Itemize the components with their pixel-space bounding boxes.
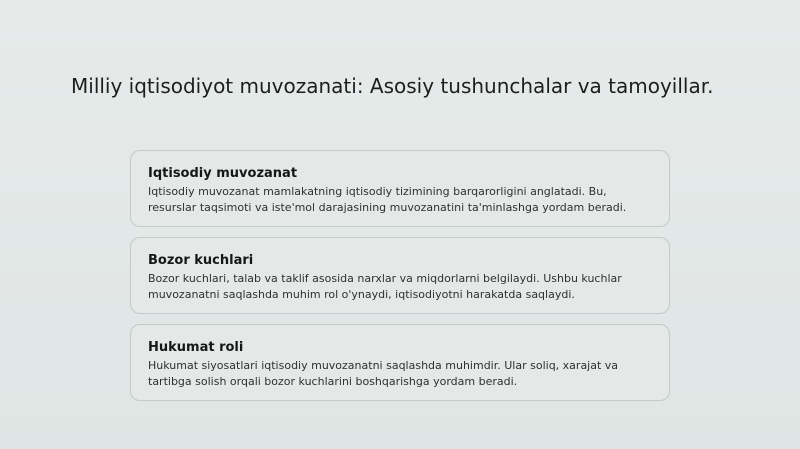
card-text: Hukumat siyosatlari iqtisodiy muvozanatni saqlashda muhimdir. Ular soliq, xarajat va tartibga solish orqali bozor kuchlarini boshqarishga yordam beradi. — [148, 359, 619, 388]
slide-title: Milliy iqtisodiyot muvozanati: Asosiy tushunchalar va tamoyillar. — [71, 74, 714, 98]
card-title: Iqtisodiy muvozanat — [148, 166, 298, 181]
card-title: Bozor kuchlari — [148, 253, 254, 268]
card-list — [130, 150, 670, 411]
card-title: Hukumat roli — [148, 340, 244, 355]
card-bozor-kuchlari — [130, 237, 670, 314]
card-hukumat-roli — [130, 324, 670, 401]
card-text: Bozor kuchlari, talab va taklif asosida narxlar va miqdorlarni belgilaydi. Ushbu kuchlar muvozanatni saqlashda muhim rol o'ynaydi, iqtisodiyotni harakatda saqlaydi. — [148, 272, 622, 301]
card-iqtisodiy-muvozanat — [130, 150, 670, 227]
card-text: Iqtisodiy muvozanat mamlakatning iqtisodiy tizimining barqarorligini anglatadi. Bu, resurslar taqsimoti va iste'mol darajasining muvozanatini ta'minlashga yordam beradi. — [148, 185, 627, 214]
